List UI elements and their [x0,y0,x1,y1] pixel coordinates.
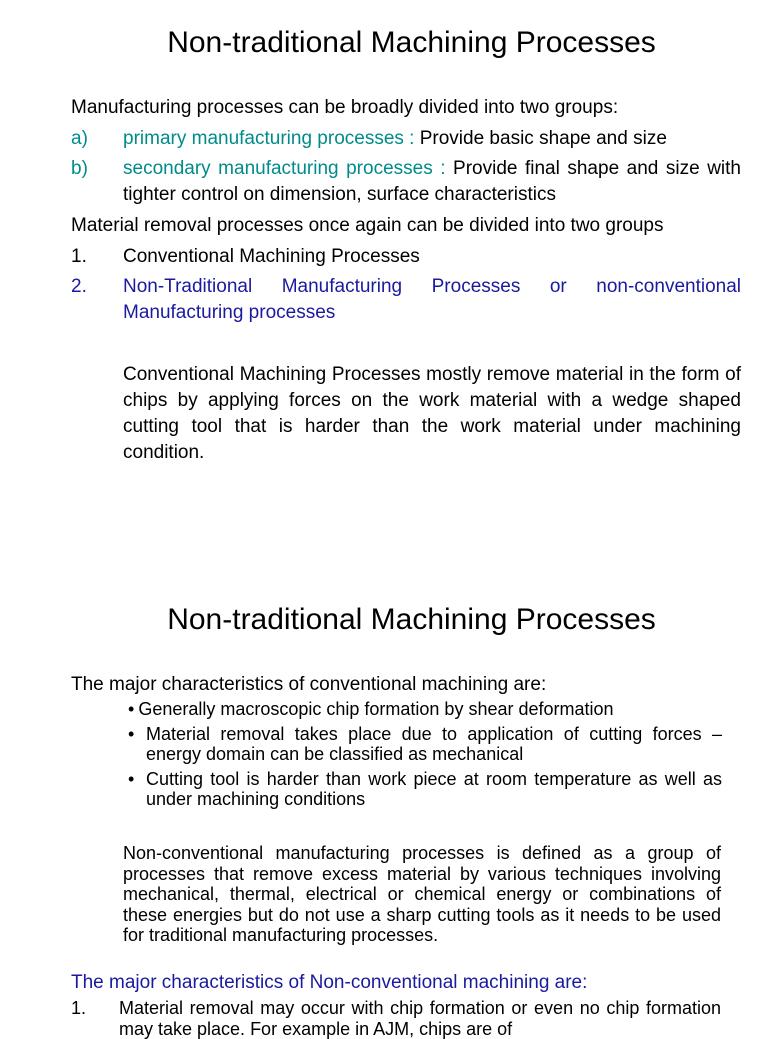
list-marker: a) [71,128,88,149]
nc-item-1 [71,998,721,1039]
list-item [128,699,722,719]
list-item [128,769,722,809]
group-label: primary manufacturing processes : [123,128,415,149]
group-item-a [71,126,741,152]
intro-text: Manufacturing processes can be broadly divided into two groups: [71,97,619,118]
conventional-paragraph: Conventional Machining Processes mostly remove material in the form of chips by applying forces on the work material with a wedge shaped cutting tool that is harder than the work material under machining condition. [123,364,741,463]
list-marker: 1. [71,246,87,267]
group-item-b [71,156,741,208]
group-text: Provide basic shape and size [414,128,667,149]
group-label: secondary manufacturing processes : [123,158,446,179]
bullet-icon: • [128,724,135,744]
list-marker: b) [71,158,88,179]
bullet-icon: • [128,699,135,719]
removal-item-text: Conventional Machining Processes [123,246,420,267]
nc-item-text: Material removal may occur with chip formation or even no chip formation may take place. For example in AJM, chips are of [119,998,721,1039]
characteristics-list [128,699,722,814]
list-marker: 1. [71,998,87,1018]
bullet-text: Material removal takes place due to application of cutting forces – energy domain can be classified as mechanical [146,724,722,764]
intro-text: The major characteristics of conventional machining are: [71,674,547,695]
slide-title: Non-traditional Machining Processes [167,603,656,636]
bullet-text: Generally macroscopic chip formation by shear deformation [138,699,614,719]
non-conventional-paragraph: Non-conventional manufacturing processes is defined as a group of processes that remove excess material by various techniques involving mechanical, thermal, electrical or chemical energy or combinations of these energies but do not use a sharp cutting tools as it needs to be used for traditional manufacturing processes. [123,843,721,945]
group-text: Provide final shape and size with tighter control on dimension, surface characteristics [123,158,741,205]
nc-heading: The major characteristics of Non-conventional machining are: [71,972,588,993]
slide-title: Non-traditional Machining Processes [167,26,656,59]
list-item [128,724,722,764]
removal-item-1 [71,244,741,270]
list-marker: 2. [71,276,87,297]
bullet-text: Cutting tool is harder than work piece at room temperature as well as under machining conditions [146,769,722,809]
removal-item-text: Non-Traditional Manufacturing Processes or non-conventional Manufacturing processes [123,276,741,323]
slide-2 [0,590,768,1039]
removal-intro: Material removal processes once again can be divided into two groups [71,215,664,236]
removal-item-2 [71,274,741,326]
bullet-icon: • [128,769,135,789]
